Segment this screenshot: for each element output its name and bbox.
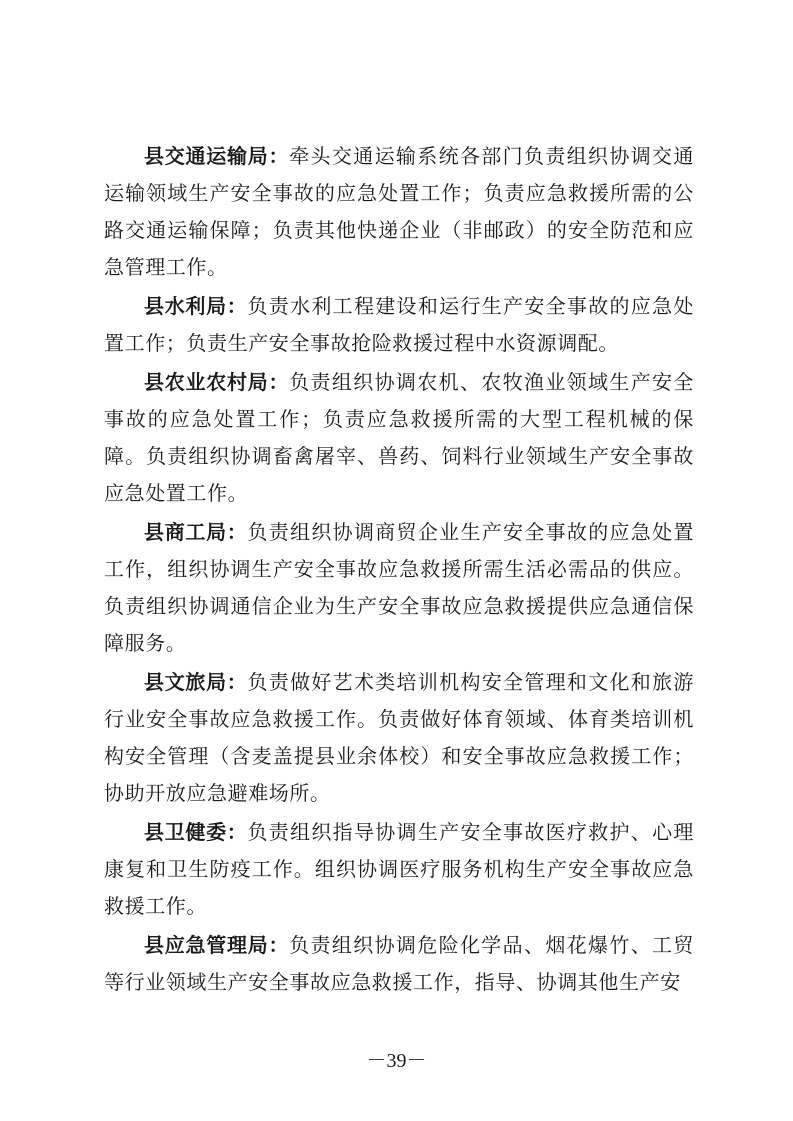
dept-duty: 负责组织协调农机、农牧渔业领域生产安全事故的应急处置工作；负责应急救援所需的大型工程机械的保障。负责组织协调畜禽屠宰、兽药、饲料行业领域生产安全事故应急处置工作。 [104,370,695,505]
paragraph-culture-tourism [104,664,694,812]
dept-name: 县商工局： [144,520,248,544]
paragraph-transport [104,138,694,286]
dept-duty: 负责做好艺术类培训机构安全管理和文化和旅游行业安全事故应急救援工作。负责做好体育领域、体育类培训机构安全管理（含麦盖提县业余体校）和安全事故应急救援工作；协助开放应急避难场所。 [104,670,694,805]
dept-name: 县水利局： [144,294,248,318]
dept-name: 县交通运输局： [144,144,290,168]
dept-name: 县应急管理局： [144,933,290,957]
dept-name: 县文旅局： [144,670,248,694]
paragraph-agriculture [104,364,694,512]
dept-duty: 负责组织协调危险化学品、烟花爆竹、工贸等行业领域生产安全事故应急救援工作，指导、协调其他生产安 [104,933,695,994]
dept-duty: 负责组织指导协调生产安全事故医疗救护、心理康复和卫生防疫工作。组织协调医疗服务机构生产安全事故应急救援工作。 [104,820,694,918]
paragraph-emergency [104,927,694,1001]
document-body [104,138,694,1003]
dept-name: 县农业农村局： [144,370,290,394]
paragraph-health [104,814,694,925]
dept-name: 县卫健委： [144,820,248,844]
paragraph-water [104,288,694,362]
dept-duty: 负责水利工程建设和运行生产安全事故的应急处置工作；负责生产安全事故抢险救援过程中水资源调配。 [104,294,694,355]
dept-duty: 牵头交通运输系统各部门负责组织协调交通运输领域生产安全事故的应急处置工作；负责应急救援所需的公路交通运输保障；负责其他快递企业（非邮政）的安全防范和应急管理工作。 [104,144,695,279]
dept-duty: 负责组织协调商贸企业生产安全事故的应急处置工作，组织协调生产安全事故应急救援所需生活必需品的供应。负责组织协调通信企业为生产安全事故应急救援提供应急通信保障服务。 [104,520,694,655]
page-number: －39－ [366,1050,427,1072]
paragraph-commerce [104,514,694,662]
